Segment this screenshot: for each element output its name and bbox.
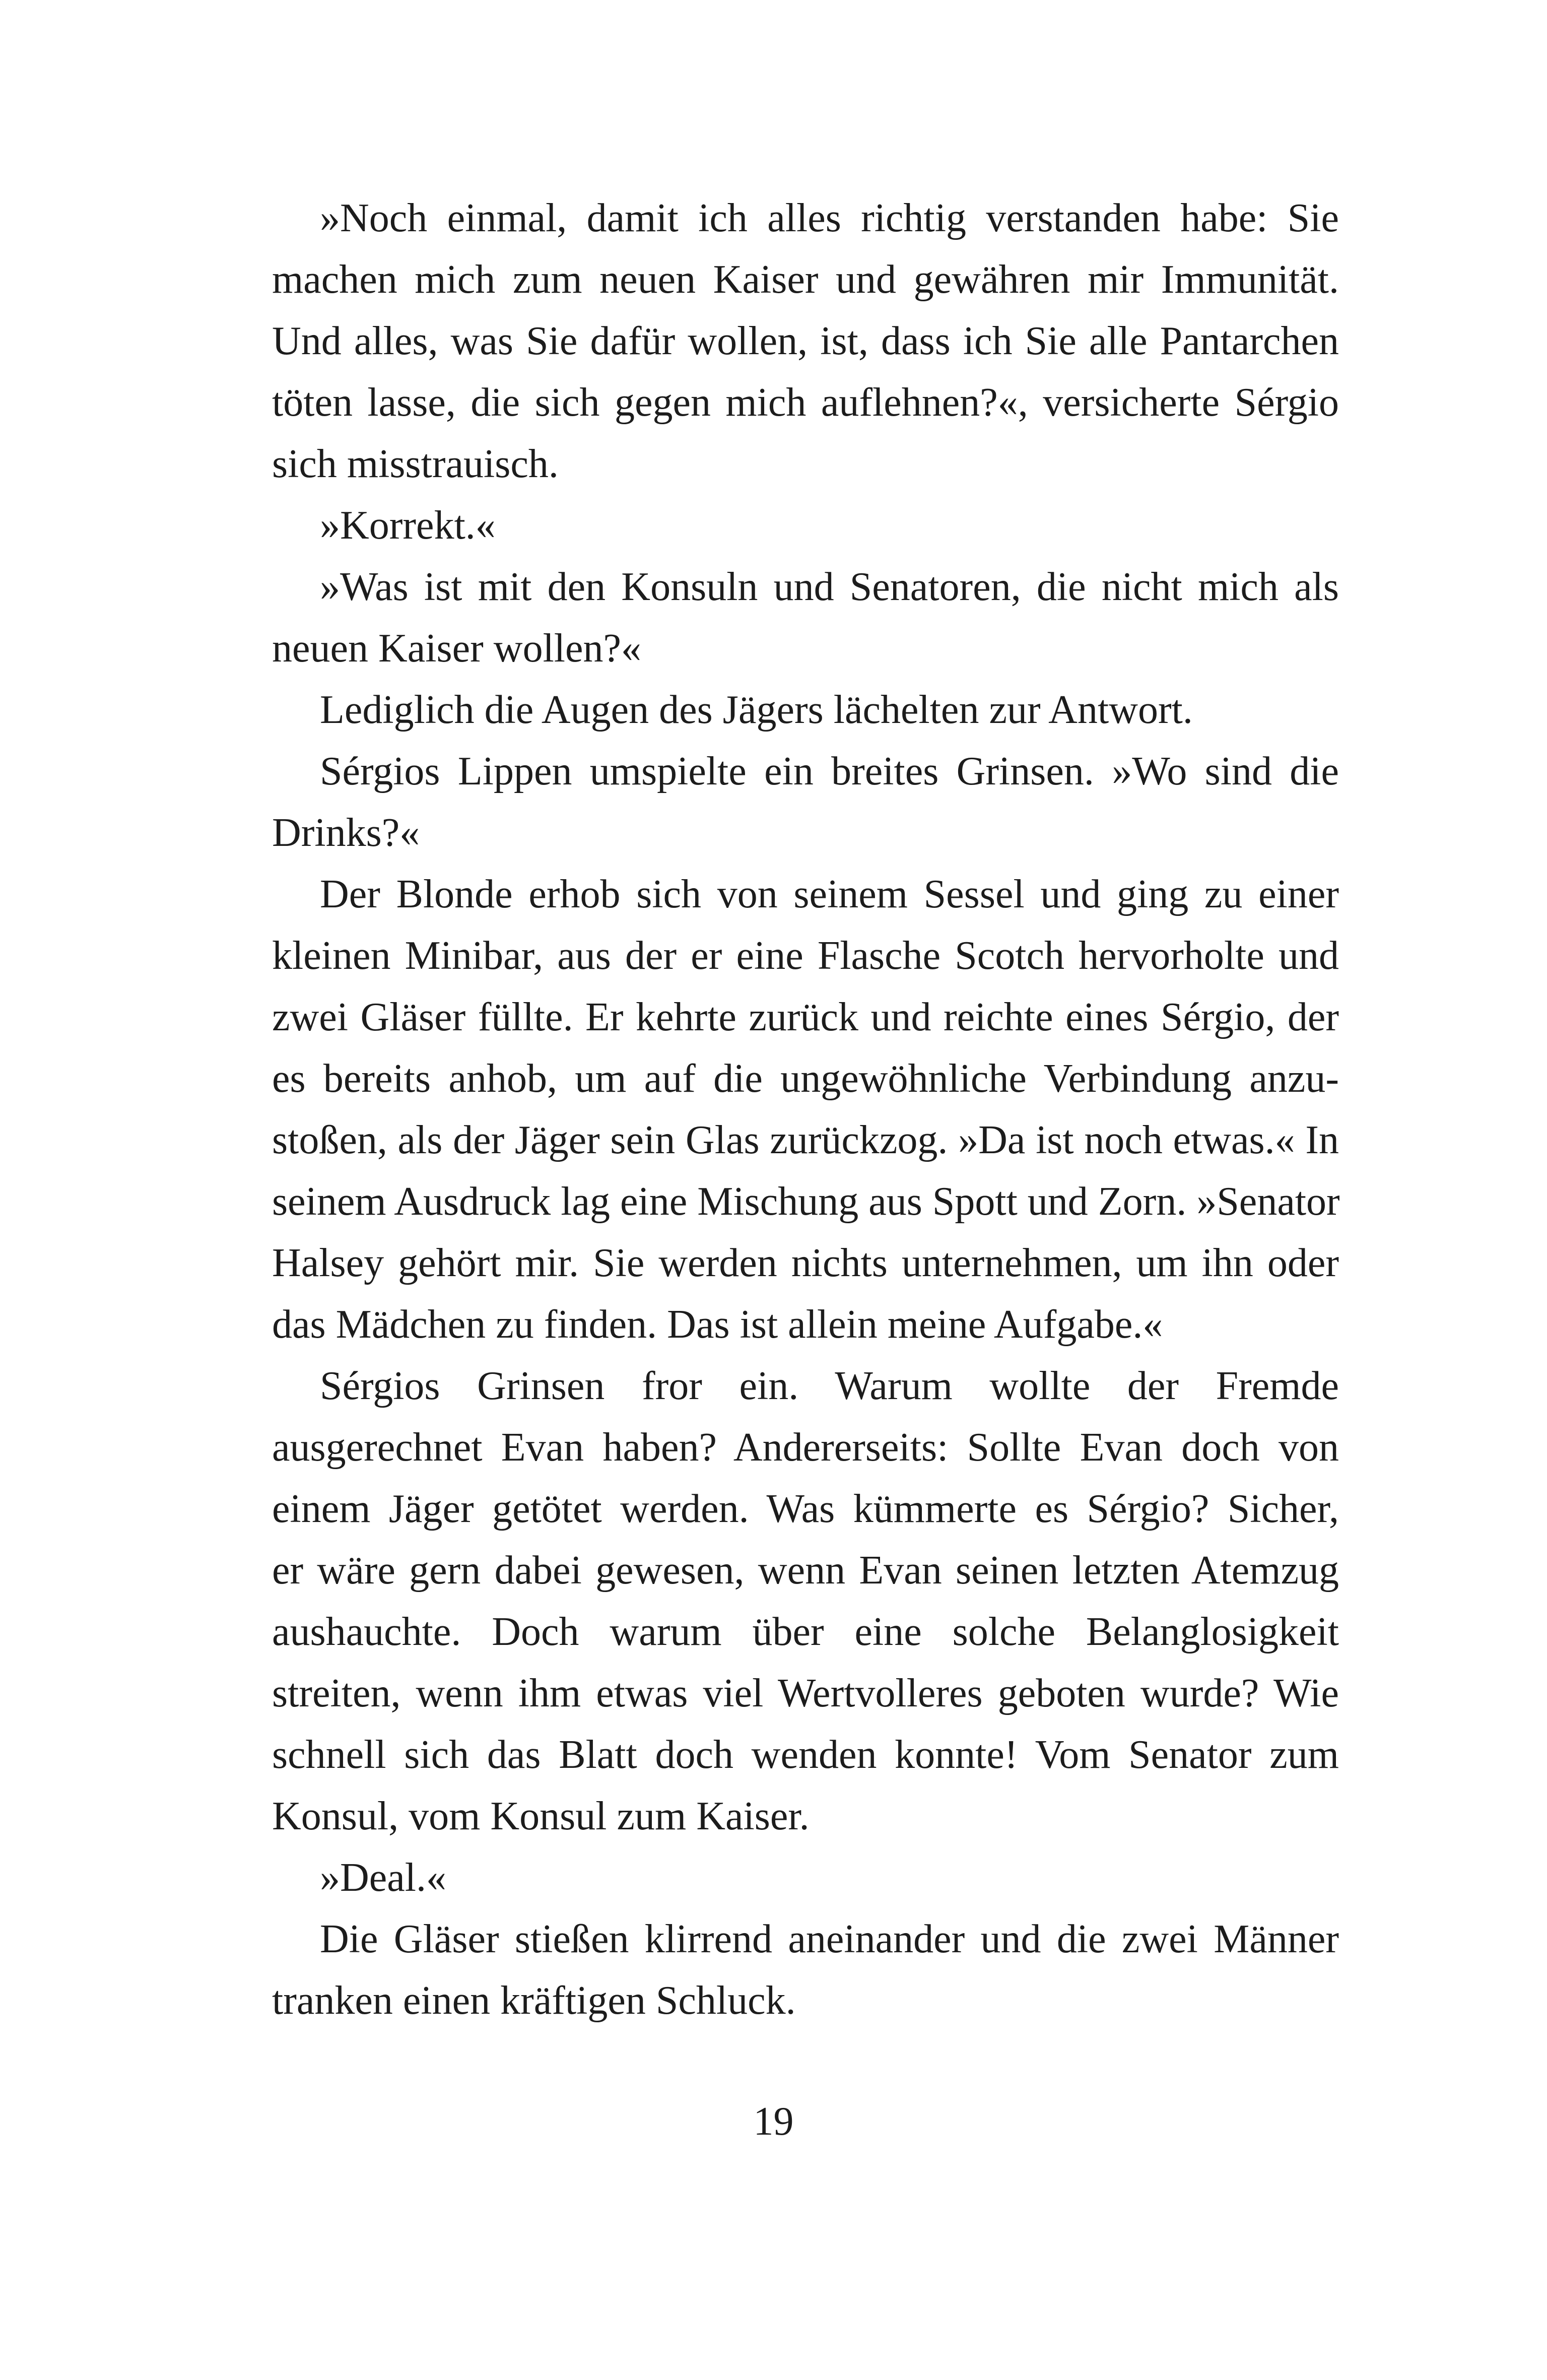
- text-line: schnell sich das Blatt doch wenden konnte! Vom Senator zum: [272, 1733, 1339, 1777]
- text-line: Die Gläser stießen klirrend aneinander und die zwei Männer: [320, 1917, 1339, 1961]
- text-line: Konsul, vom Konsul zum Kaiser.: [272, 1794, 810, 1838]
- text-line: das Mädchen zu finden. Das ist allein meine Aufgabe.«: [272, 1302, 1163, 1347]
- text-line: er wäre gern dabei gewesen, wenn Evan seinen letzten Atemzug: [272, 1548, 1339, 1593]
- text-line: tranken einen kräftigen Schluck.: [272, 1978, 796, 2023]
- text-line: einem Jäger getötet werden. Was kümmerte es Sérgio? Sicher,: [272, 1487, 1339, 1531]
- text-line: es bereits anhob, um auf die ungewöhnliche Verbindung anzu-: [272, 1056, 1339, 1101]
- text-line: Und alles, was Sie dafür wollen, ist, dass ich Sie alle Pantarchen: [272, 319, 1339, 363]
- text-line: Der Blonde erhob sich von seinem Sessel und ging zu einer: [320, 872, 1339, 916]
- text-line: Halsey gehört mir. Sie werden nichts unternehmen, um ihn oder: [272, 1241, 1339, 1285]
- text-line: töten lasse, die sich gegen mich auflehnen?«, versicherte Sérgio: [272, 380, 1339, 425]
- text-line: stoßen, als der Jäger sein Glas zurückzog. »Da ist noch etwas.« In: [272, 1118, 1339, 1162]
- text-line: neuen Kaiser wollen?«: [272, 626, 642, 671]
- text-line: streiten, wenn ihm etwas viel Wertvolleres geboten wurde? Wie: [272, 1671, 1339, 1715]
- text-line: »Was ist mit den Konsuln und Senatoren, die nicht mich als: [320, 565, 1339, 609]
- text-line: »Korrekt.«: [320, 503, 496, 548]
- text-line: sich misstrauisch.: [272, 442, 559, 486]
- text-line: machen mich zum neuen Kaiser und gewähren mir Immunität.: [272, 257, 1339, 302]
- text-line: ausgerechnet Evan haben? Andererseits: Sollte Evan doch von: [272, 1425, 1339, 1470]
- text-line: »Noch einmal, damit ich alles richtig verstanden habe: Sie: [320, 196, 1339, 240]
- text-line: »Deal.«: [320, 1856, 447, 1900]
- text-line: Lediglich die Augen des Jägers lächelten zur Antwort.: [320, 688, 1193, 732]
- text-line: zwei Gläser füllte. Er kehrte zurück und reichte eines Sérgio, der: [272, 995, 1339, 1039]
- text-line: Sérgios Lippen umspielte ein breites Grinsen. »Wo sind die: [320, 749, 1339, 794]
- body-text: [272, 187, 1339, 2031]
- page-number: 19: [753, 2099, 794, 2144]
- text-line: Drinks?«: [272, 811, 420, 855]
- text-line: Sérgios Grinsen fror ein. Warum wollte der Fremde: [320, 1364, 1339, 1408]
- text-line: kleinen Minibar, aus der er eine Flasche Scotch hervorholte und: [272, 934, 1339, 978]
- text-line: aushauchte. Doch warum über eine solche Belanglosigkeit: [272, 1610, 1339, 1654]
- text-line: seinem Ausdruck lag eine Mischung aus Spott und Zorn. »Senator: [272, 1179, 1340, 1224]
